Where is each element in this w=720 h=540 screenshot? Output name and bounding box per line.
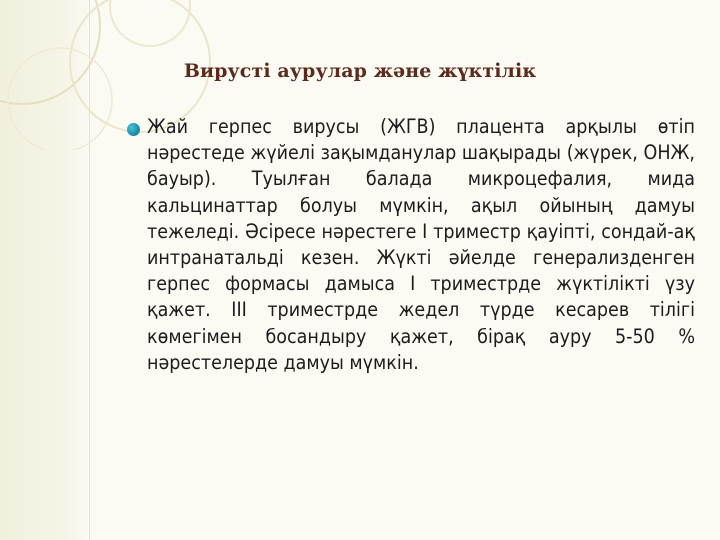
decorative-circle-small (110, 0, 190, 46)
decorative-circle-faint (8, 48, 112, 150)
slide-body-text: Жай герпес вирусы (ЖГВ) плацента арқылы өтіп нәрестеде жүйелі зақымданулар шақырады (жүрек, ОНЖ, бауыр). Туылған балада микроцефалия, мида кальцинаттар болуы мүмкін, ақыл ойының дамуы тежеледі. Әсіресе нәрестеге I триместр қауіпті, сондай-ақ интранатальді кезен. Жүкті әйелде генерализденген герпес формасы дамыса I триместрде жүктілікті үзу қажет. III триместрде жедел түрде кесарев тілігі көмегімен босандыру қажет, бірақ ауру 5-50 % нәрестелерде дамуы мүмкін. (147, 115, 695, 374)
bullet-icon (127, 123, 140, 136)
decorative-circle-large (0, 0, 100, 104)
slide-title: Вирусті аурулар және жүктілік (183, 60, 537, 82)
